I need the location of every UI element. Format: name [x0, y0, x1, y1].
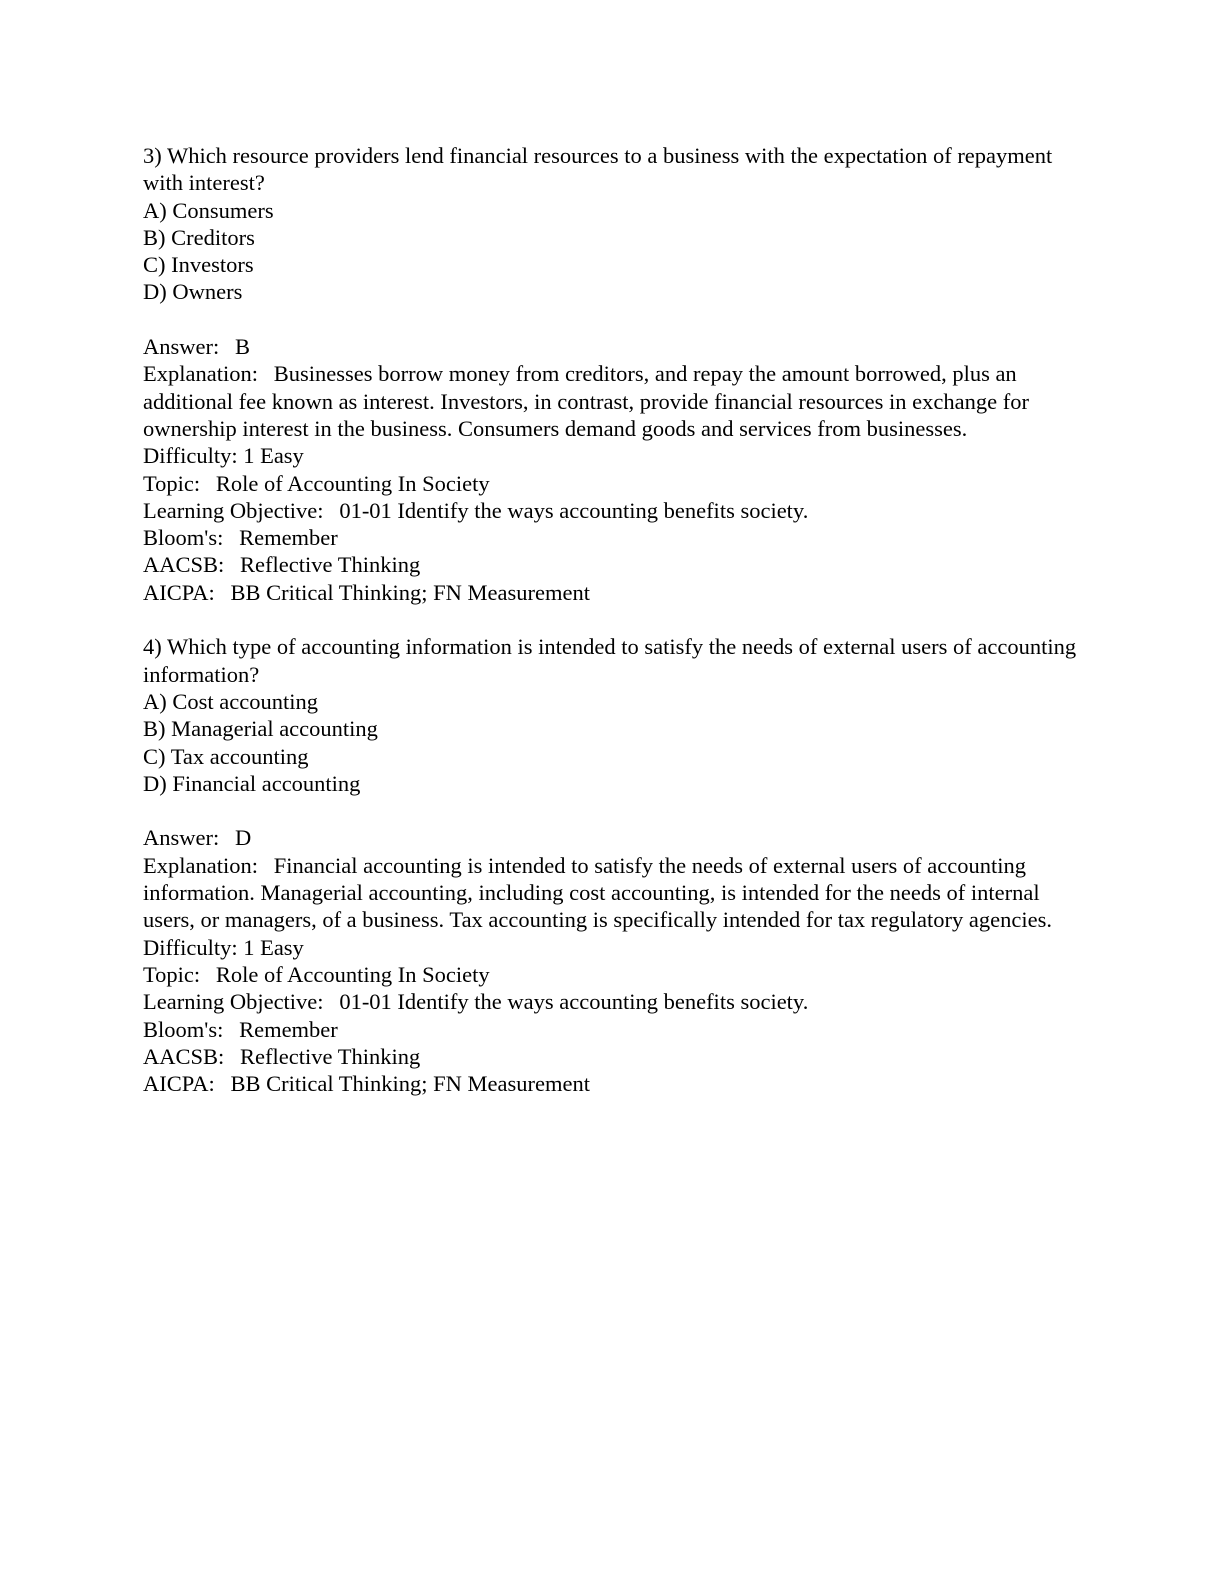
objective-value: 01-01 Identify the ways accounting benefits society. — [339, 989, 809, 1015]
topic-row — [143, 961, 1083, 988]
spacer — [143, 797, 1083, 824]
blooms-label: Bloom's: — [143, 525, 224, 551]
explanation-text: Financial accounting is intended to satisfy the needs of external users of accounting information. Managerial accounting, including cost accounting, is intended for the needs of internal users, or managers, of a business. Tax accounting is specifically intended for tax regulatory agencies. — [143, 852, 1052, 933]
aicpa-value: BB Critical Thinking; FN Measurement — [230, 1071, 591, 1097]
option-a: A) Consumers — [143, 197, 274, 223]
aacsb-value: Reflective Thinking — [240, 552, 421, 578]
question-3 — [143, 142, 1083, 606]
option-b: B) Managerial accounting — [143, 716, 378, 742]
blooms-label: Bloom's: — [143, 1016, 224, 1042]
aacsb-row — [143, 551, 1083, 578]
topic-value: Role of Accounting In Society — [215, 470, 490, 496]
aicpa-label: AICPA: — [143, 579, 215, 605]
explanation-row — [143, 360, 1083, 442]
topic-label: Topic: — [143, 470, 201, 496]
spacer — [143, 306, 1083, 333]
aacsb-value: Reflective Thinking — [240, 1043, 421, 1069]
objective-label: Learning Objective: — [143, 989, 324, 1015]
aacsb-label: AACSB: — [143, 552, 225, 578]
explanation-label: Explanation: — [143, 361, 258, 387]
blooms-value: Remember — [239, 525, 338, 551]
topic-row — [143, 470, 1083, 497]
question-prompt: 3) Which resource providers lend financial resources to a business with the expectation of repayment with interest? — [143, 143, 1053, 196]
answer-label: Answer: — [143, 334, 220, 360]
aicpa-label: AICPA: — [143, 1071, 215, 1097]
option-a: A) Cost accounting — [143, 688, 318, 714]
objective-value: 01-01 Identify the ways accounting benefits society. — [339, 497, 809, 523]
answer-row — [143, 824, 1083, 851]
option-b: B) Creditors — [143, 224, 255, 250]
explanation-row — [143, 852, 1083, 934]
option-d: D) Financial accounting — [143, 770, 361, 796]
aacsb-row — [143, 1043, 1083, 1070]
aicpa-row — [143, 1070, 1083, 1097]
aicpa-value: BB Critical Thinking; FN Measurement — [230, 579, 591, 605]
document-page — [143, 142, 1083, 1097]
option-d: D) Owners — [143, 279, 243, 305]
objective-label: Learning Objective: — [143, 497, 324, 523]
option-c: C) Investors — [143, 252, 254, 278]
explanation-label: Explanation: — [143, 852, 258, 878]
answer-value: D — [234, 825, 252, 851]
objective-row — [143, 497, 1083, 524]
blooms-row — [143, 524, 1083, 551]
difficulty: Difficulty: 1 Easy — [143, 443, 304, 469]
blooms-row — [143, 1016, 1083, 1043]
topic-label: Topic: — [143, 961, 201, 987]
aicpa-row — [143, 579, 1083, 606]
difficulty: Difficulty: 1 Easy — [143, 934, 304, 960]
blooms-value: Remember — [239, 1016, 338, 1042]
topic-value: Role of Accounting In Society — [215, 961, 490, 987]
explanation-text: Businesses borrow money from creditors, and repay the amount borrowed, plus an additional fee known as interest. Investors, in contrast, provide financial resources in exchange for ownership interest in the business. Consumers demand goods and services from businesses. — [143, 361, 1029, 441]
question-4 — [143, 633, 1083, 1097]
objective-row — [143, 988, 1083, 1015]
aacsb-label: AACSB: — [143, 1043, 225, 1069]
answer-label: Answer: — [143, 825, 220, 851]
answer-value: B — [234, 334, 250, 360]
answer-row — [143, 333, 1083, 360]
question-prompt: 4) Which type of accounting information is intended to satisfy the needs of external users of accounting information? — [143, 634, 1077, 687]
option-c: C) Tax accounting — [143, 743, 309, 769]
